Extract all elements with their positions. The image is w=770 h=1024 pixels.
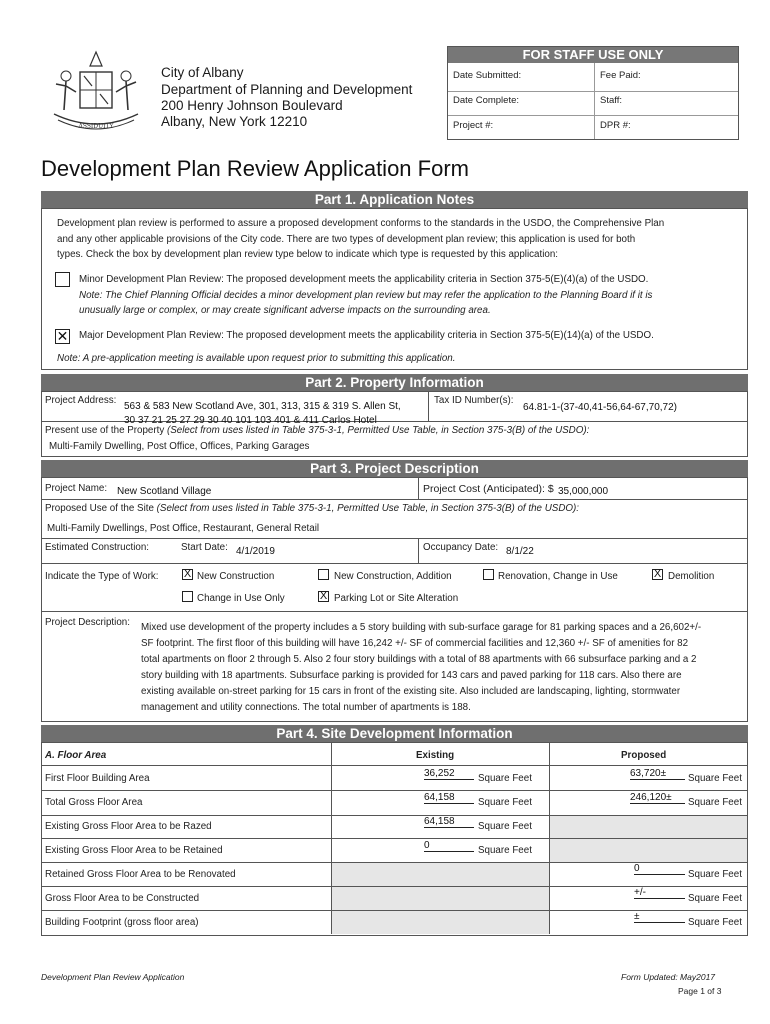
total-gross-proposed[interactable]: 246,120± — [630, 792, 685, 804]
project-number-label: Project #: — [453, 120, 494, 131]
proposed-use-value[interactable]: Multi-Family Dwellings, Post Office, Restaurant, General Retail — [47, 523, 320, 534]
total-gross-existing[interactable]: 64,158 — [424, 792, 474, 804]
parking-lot-label: Parking Lot or Site Alteration — [334, 593, 459, 604]
unit-label: Square Feet — [688, 893, 742, 904]
demolition-checkbox[interactable]: X — [653, 568, 662, 580]
renovation-change-use-checkbox[interactable] — [483, 569, 494, 580]
present-use-label: Present use of the Property (Select from uses listed in Table 375-3-1, Permitted Use Table, in Section 375-3(B) of the USDO): — [45, 425, 590, 436]
project-description-label: Project Description: — [45, 617, 130, 628]
proposed-column-header: Proposed — [621, 750, 667, 761]
start-date-label: Start Date: — [181, 542, 228, 553]
major-review-checkbox[interactable]: ✕ — [56, 328, 69, 344]
first-floor-existing[interactable]: 36,252 — [424, 768, 474, 780]
row-label-total-gross: Total Gross Floor Area — [45, 797, 143, 808]
address-line-1: City of Albany — [161, 65, 244, 80]
form-title: Development Plan Review Application Form — [41, 156, 469, 181]
part4-title: Part 4. Site Development Information — [41, 725, 748, 742]
minor-review-label: Minor Development Plan Review: The proposed development meets the applicability criteria in Section 375-5(E)(4)(a) of the USDO. — [79, 274, 649, 285]
present-use-value[interactable]: Multi-Family Dwelling, Post Office, Offices, Parking Garages — [49, 441, 310, 452]
row-label-renovated: Retained Gross Floor Area to be Renovated — [45, 869, 236, 880]
unit-label: Square Feet — [478, 845, 532, 856]
new-construction-addition-checkbox[interactable] — [318, 569, 329, 580]
start-date-value[interactable]: 4/1/2019 — [236, 546, 275, 557]
occupancy-date-label: Occupancy Date: — [423, 542, 499, 553]
address-line-3: 200 Henry Johnson Boulevard — [161, 98, 343, 113]
project-address-label: Project Address: — [45, 395, 117, 406]
description-line-4: story building with 18 apartments. Subsurface parking is provided for 143 cars and paved parking for 118 cars. Also there are — [141, 670, 682, 681]
part1-section — [41, 208, 748, 370]
renovation-change-use-label: Renovation, Change in Use — [498, 571, 618, 582]
first-floor-proposed[interactable]: 63,720± — [630, 768, 685, 780]
description-line-5: existing available on-street parking for 15 cars in front of the existing site. Also included are landscaping, lighting, stormwater — [141, 686, 681, 697]
part1-intro-line-1: Development plan review is performed to assure a proposed development conforms to the standards in the USDO, the Comprehensive Plan — [57, 218, 665, 229]
major-review-label: Major Development Plan Review: The proposed development meets the applicability criteria in Section 375-5(E)(14)(a) of the USDO. — [79, 330, 654, 341]
unit-label: Square Feet — [478, 797, 532, 808]
project-name-label: Project Name: — [45, 483, 108, 494]
unit-label: Square Feet — [688, 917, 742, 928]
row-label-razed: Existing Gross Floor Area to be Razed — [45, 821, 212, 832]
part3-title: Part 3. Project Description — [41, 460, 748, 477]
retained-existing[interactable]: 0 — [424, 840, 474, 852]
seal-motto: ASSIDUITY — [78, 123, 114, 130]
razed-existing[interactable]: 64,158 — [424, 816, 474, 828]
work-type-label: Indicate the Type of Work: — [45, 571, 159, 582]
new-construction-label: New Construction — [197, 571, 275, 582]
minor-note-line-1: Note: The Chief Planning Official decides a minor development plan review but may refer the application to the Planning Board if it is — [79, 290, 653, 301]
existing-column-header: Existing — [416, 750, 455, 761]
unit-label: Square Feet — [688, 797, 742, 808]
part1-title: Part 1. Application Notes — [41, 191, 748, 208]
proposed-use-label: Proposed Use of the Site (Select from uses listed in Table 375-3-1, Permitted Use Table, in Section 375-3(B) of the USDO): — [45, 503, 580, 514]
date-submitted-label: Date Submitted: — [453, 70, 522, 81]
change-in-use-label: Change in Use Only — [197, 593, 285, 604]
footprint-proposed[interactable]: ± — [634, 911, 685, 923]
row-label-footprint: Building Footprint (gross floor area) — [45, 917, 199, 928]
minor-review-checkbox[interactable] — [55, 272, 70, 287]
unit-label: Square Feet — [688, 869, 742, 880]
minor-note-line-2: unusually large or complex, or may create significant adverse impacts on the surrounding area. — [79, 305, 491, 316]
part2-title: Part 2. Property Information — [41, 374, 748, 391]
unit-label: Square Feet — [478, 773, 532, 784]
change-in-use-checkbox[interactable] — [182, 591, 193, 602]
project-cost-label: Project Cost (Anticipated): $ — [423, 483, 554, 495]
city-seal-logo — [42, 44, 150, 136]
row-label-retained: Existing Gross Floor Area to be Retained — [45, 845, 223, 856]
occupancy-date-value[interactable]: 8/1/22 — [506, 546, 534, 557]
floor-area-section-label: A. Floor Area — [45, 750, 107, 761]
project-address-value: 563 & 583 New Scotland Ave, 301, 313, 315 & 319 S. Allen St, — [124, 401, 401, 412]
address-line-2: Department of Planning and Development — [161, 82, 413, 97]
renovated-proposed[interactable]: 0 — [634, 863, 685, 875]
description-line-2: SF footprint. The first floor of this building will have 16,242 +/- SF of commercial facilities and 12,360 +/- SF of amenities for 82 — [141, 638, 689, 649]
estimated-construction-label: Estimated Construction: — [45, 542, 150, 553]
demolition-label: Demolition — [668, 571, 715, 582]
staff-box-title: FOR STAFF USE ONLY — [448, 47, 738, 63]
description-line-1: Mixed use development of the property includes a 5 story building with sub-surface garage for 81 parking spaces and a 26,602+/- — [141, 622, 702, 633]
staff-use-box — [447, 46, 739, 140]
unit-label: Square Feet — [688, 773, 742, 784]
part1-intro-line-3: types. Check the box by development plan review type below to indicate which type is requested by this application: — [57, 249, 559, 260]
footer-page-number: Page 1 of 3 — [678, 986, 722, 996]
project-name-value[interactable]: New Scotland Village — [117, 486, 212, 497]
footer-form-name: Development Plan Review Application — [41, 972, 185, 982]
staff-label: Staff: — [600, 95, 623, 106]
pre-application-note: Note: A pre-application meeting is available upon request prior to submitting this application. — [57, 353, 456, 364]
date-complete-label: Date Complete: — [453, 95, 520, 106]
parking-lot-checkbox[interactable]: X — [319, 590, 328, 602]
constructed-proposed[interactable]: +/- — [634, 887, 685, 899]
part1-intro-line-2: and any other applicable provisions of the City code. There are two types of development plan review; this application is used for both — [57, 234, 636, 245]
fee-paid-label: Fee Paid: — [600, 70, 641, 81]
description-line-6: management and utility connections. The total number of apartments is 188. — [141, 702, 471, 713]
new-construction-checkbox[interactable]: X — [183, 568, 192, 580]
row-label-constructed: Gross Floor Area to be Constructed — [45, 893, 200, 904]
unit-label: Square Feet — [478, 821, 532, 832]
tax-id-value[interactable]: 64.81-1-(37-40,41-56,64-67,70,72) — [523, 402, 677, 413]
project-description-field[interactable] — [141, 620, 743, 716]
new-construction-addition-label: New Construction, Addition — [334, 571, 452, 582]
project-cost-value[interactable]: 35,000,000 — [558, 486, 609, 497]
address-line-4: Albany, New York 12210 — [161, 114, 308, 129]
project-address-field[interactable] — [124, 401, 424, 426]
project-address-overflow: 30 37 21 25 27 29 30 40 101 103 401 & 411 Carlos Hotel — [124, 415, 377, 426]
row-label-first-floor: First Floor Building Area — [45, 773, 150, 784]
tax-id-label: Tax ID Number(s): — [434, 395, 514, 406]
dpr-number-label: DPR #: — [600, 120, 631, 131]
description-line-3: total apartments on floor 2 through 5. Also 2 four story buildings with a total of 88 apartments with 66 subsurface parking and a 2 — [141, 654, 697, 665]
footer-updated: Form Updated: May2017 — [621, 972, 716, 982]
